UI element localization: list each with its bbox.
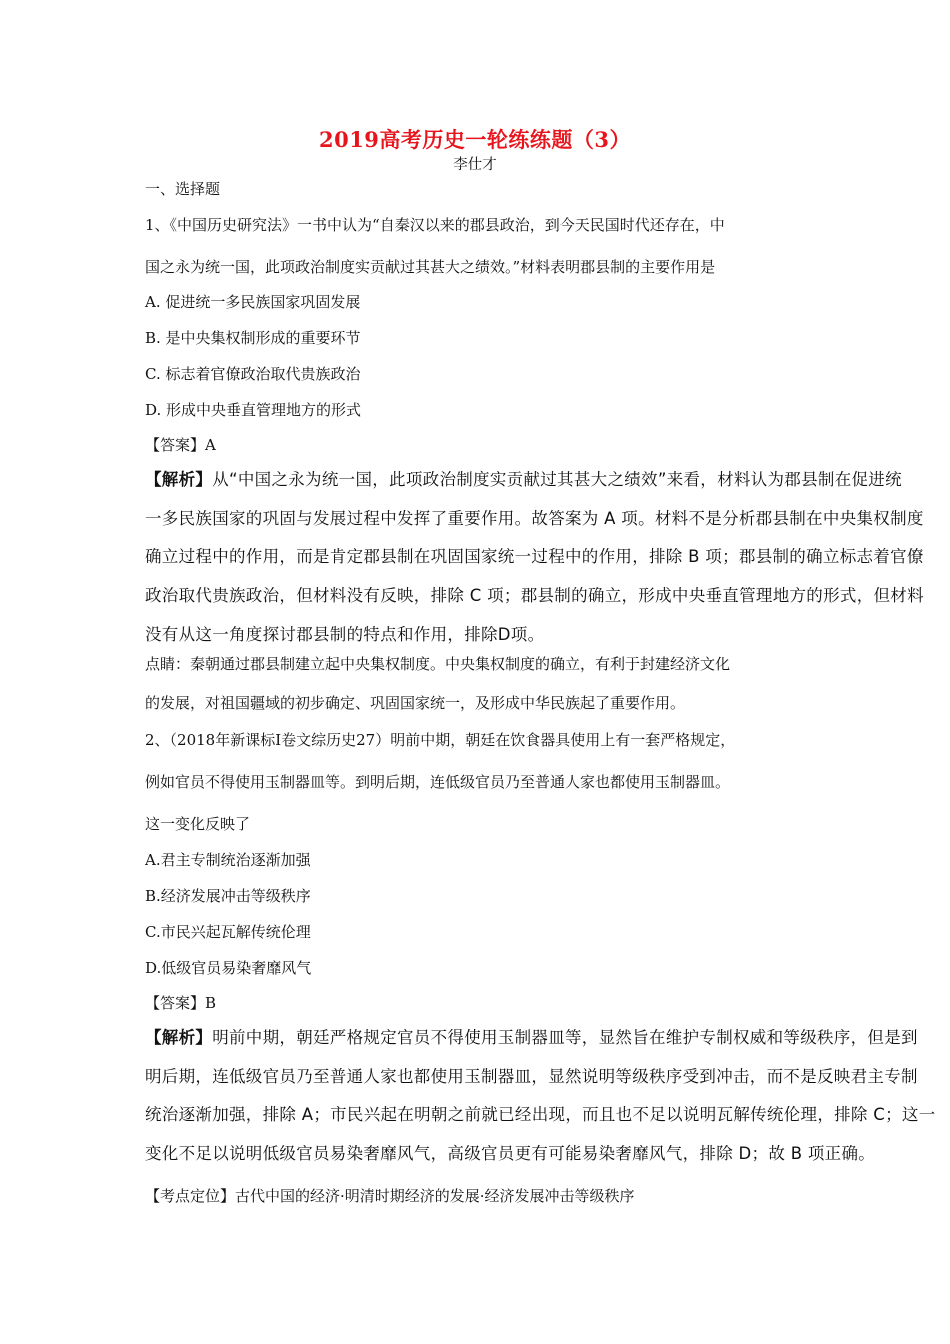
section-heading: 一、选择题 — [145, 180, 221, 198]
q1-stem-line-2: 国之永为统一国，此项政治制度实贡献过其甚大之绩效。”材料表明郡县制的主要作用是 — [145, 258, 716, 276]
page-title: 2019高考历史一轮练练题（3） — [318, 127, 632, 152]
q1-analysis-label: 【解析】 — [145, 470, 213, 489]
q1-analysis-line-1 — [145, 466, 902, 490]
q1-answer: 【答案】A — [145, 436, 216, 454]
q1-analysis-line-2: 一多民族国家的巩固与发展过程中发挥了重要作用。故答案为 A 项。材料不是分析郡县制在中央集权制度 — [145, 509, 924, 528]
q1-option-b: B. 是中央集权制形成的重要环节 — [145, 329, 361, 347]
q1-option-c: C. 标志着官僚政治取代贵族政治 — [145, 365, 361, 383]
q2-analysis-line-3: 统治逐渐加强，排除 A；市民兴起在明朝之前就已经出现，而且也不足以说明瓦解传统伦理，排除 C；这一 — [145, 1105, 936, 1124]
q1-analysis-text-1: 从“中国之永为统一国，此项政治制度实贡献过其甚大之绩效”来看，材料认为郡县制在促进统 — [212, 470, 902, 489]
q2-option-c: C.市民兴起瓦解传统伦理 — [145, 923, 311, 941]
q2-exam-point: 【考点定位】古代中国的经济·明清时期经济的发展·经济发展冲击等级秩序 — [145, 1187, 635, 1205]
q1-analysis-line-5: 没有从这一角度探讨郡县制的特点和作用，排除D项。 — [145, 625, 545, 644]
q1-point-line-2: 的发展，对祖国疆域的初步确定、巩固国家统一，及形成中华民族起了重要作用。 — [145, 694, 686, 712]
q2-option-a: A.君主专制统治逐渐加强 — [145, 851, 311, 869]
q2-stem-line-1: 2、（2018年新课标Ⅰ卷文综历史27）明前中期，朝廷在饮食器具使用上有一套严格规定， — [145, 731, 736, 749]
q2-stem-line-2: 例如官员不得使用玉制器皿等。到明后期，连低级官员乃至普通人家也都使用玉制器皿。 — [145, 773, 731, 791]
q2-option-b: B.经济发展冲击等级秩序 — [145, 887, 311, 905]
q2-stem-line-3: 这一变化反映了 — [145, 815, 251, 833]
q2-analysis-line-2: 明后期，连低级官员乃至普通人家也都使用玉制器皿，显然说明等级秩序受到冲击，而不是反映君主专制 — [145, 1067, 918, 1086]
q2-analysis-line-4: 变化不足以说明低级官员易染奢靡风气，高级官员更有可能易染奢靡风气，排除 D；故 B 项正确。 — [145, 1144, 876, 1163]
q2-answer: 【答案】B — [145, 994, 217, 1012]
q1-option-a: A. 促进统一多民族国家巩固发展 — [145, 293, 361, 311]
q1-analysis-line-4: 政治取代贵族政治，但材料没有反映，排除 C 项；郡县制的确立，形成中央垂直管理地方的形式，但材料 — [145, 586, 924, 605]
q2-analysis-label: 【解析】 — [145, 1028, 213, 1047]
q1-stem-line-1: 1、《中国历史研究法》一书中认为“自秦汉以来的郡县政治，到今天民国时代还存在，中 — [145, 216, 725, 234]
author-name: 李仕才 — [453, 157, 497, 173]
q1-point-line-1: 点睛：秦朝通过郡县制建立起中央集权制度。中央集权制度的确立，有利于封建经济文化 — [145, 655, 731, 673]
q2-option-d: D.低级官员易染奢靡风气 — [145, 959, 312, 977]
q2-analysis-text-1: 明前中期，朝廷严格规定官员不得使用玉制器皿等，显然旨在维护专制权威和等级秩序，但是到 — [212, 1028, 918, 1047]
q2-analysis-line-1 — [145, 1024, 918, 1048]
q1-option-d: D. 形成中央垂直管理地方的形式 — [145, 401, 362, 419]
q1-analysis-line-3: 确立过程中的作用，而是肯定郡县制在巩固国家统一过程中的作用，排除 B 项；郡县制的确立标志着官僚 — [145, 547, 924, 566]
